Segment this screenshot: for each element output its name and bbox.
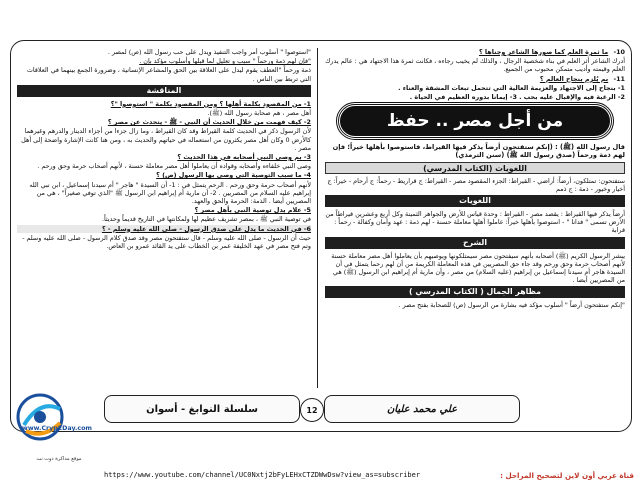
intro-line-1: "استوصوا " أسلوب أمر واجب التنفيذ ويدل على حب رسول الله (ص) لمصر .	[107, 48, 311, 56]
discussion-answer: في توصية النبي ﷺ ، بمصر تشريف عظيم لها ولمكانتها في التاريخ قديماً وحديثاً.	[101, 215, 311, 224]
lughawiyat-text: ستفتحون: تمتلكون، أرضاً: أراضي - القيراط: الجزء المقصود مصر - القيراط: ج قراريط - رحماً: ج أرحام - خيراً: ج أخيار وخيور - ذمة : ج ذمم	[327, 176, 625, 193]
discussion-answer: وصى النبي خلفاءه وأصحابه وقواده أن يعاملوا أهل مصر معاملة حسنة ، لأنهم أصحاب حرمة وحق ورحم .	[37, 162, 311, 171]
channel-url-link[interactable]: https://www.youtube.com/channel/UC0Nxtj2bFyLEHxCTZDWwDsw?view_as=subscriber	[104, 471, 421, 479]
section-munaqasha-title: المناقشة	[17, 85, 311, 97]
discussion-item	[17, 100, 311, 117]
question-10: 10- ما ثمرة العلم كما صورها الشاعر وجناها ؟	[478, 48, 625, 56]
discussion-question: 3- بم وصى النبي أصحابه في هذا الحديث ؟	[177, 153, 311, 162]
discussion-question: 1- من المقصود بكلمة أهلها ؟ ومن المقصود بكلمة " استوصوا "؟	[110, 99, 311, 108]
column-divider	[317, 48, 318, 388]
series-name: سلسلة النوابغ - أسوان	[146, 403, 258, 415]
site-tagline: موقع مذاكرة دوت نت	[36, 456, 82, 462]
jamal-text: "إنكم ستفتحون أرضاً " أسلوب مؤكد فيه بشارة من الرسول (ص) للصحابة بفتح مصر .	[398, 301, 625, 310]
author-footer-box	[324, 395, 520, 423]
section-lughawiyat2-title: اللغويات	[325, 195, 625, 207]
discussion-question: 5- علام يدل توصية النبي بأهل مصر ؟	[194, 206, 311, 215]
lughawiyat2-text: أرضاً يذكر فيها القيراط : يقصد مصر - القيراط : وحدة قياس للأرض والجواهر الثمينة وكل أربع وعشرين قيراطاً من الأرض تسمى " فدانا " - استوصوا بأهلها خيراً: عاملوا أهلها معاملة حسنة - لهم ذمة : عهد وأمان وكفالة - رحماً : قرابة	[325, 210, 625, 235]
discussion-answer: أهل مصر ، هم صحابة رسول الله (ﷺ).	[207, 109, 311, 118]
discussion-answer: حيث أن الرسول - صلى الله عليه وسلم - قال ستفتحون مصر وقد صدق كلام الرسول - صلى الله عليه وسلم - وتم فتح مصر في عهد الخليفة عمر بن الخطاب على يد القائد عمرو بن العاص.	[22, 233, 311, 251]
discussion-item	[17, 206, 311, 223]
answer-11-point-1: 1- بنجاح إلى الاجتهاد والعزيمة العالية التي تتحمل تبعات المشقة والعناء .	[398, 83, 625, 92]
section-lughawiyat-title: اللغويات (الكتاب المدرسي)	[325, 162, 625, 174]
discussion-question: 6- في الحديث ما يدل على صدق الرسول - صلى الله عليه وسلم - ؟	[17, 225, 311, 233]
site-name: www.Cryp2Day.com	[22, 425, 92, 432]
discussion-item	[17, 118, 311, 152]
discussion-answer: لأن الرسول ذكر في الحديث كلمة القيراط وقد كان القيراط ، وما زال جزءا من أجزاء الدينار والدرهم وغيرهما كالأرض 0 وكان أهل مصر يكثرون من استعماله في حياتهم والحديث به ، ومن هنا كانت الإشارة واضحة إلى أهل مصر .	[21, 127, 311, 152]
discussion-answer: لأنهم أصحاب حرمة وحق ورحم . الرحم يتمثل في : 1- أن السيدة " هاجر " أم سيدنا إسماعيل ، ابن نبي الله إبراهيم عليه السلام من المصريين . 2- أن مارية أم إبراهيم ابن الرسول ﷺ "الذي توفي صغيراً" ، هي من المصريين أيضا . الذمة: الحرمة والحق والعهد.	[29, 180, 311, 206]
discussion-item	[17, 225, 311, 251]
series-footer-box	[104, 395, 300, 423]
intro-line-2: "فإن لهم ذمة ورحماً " سبب و تعليل لما قبلها وأسلوب مؤكد بإن .	[139, 57, 311, 66]
lesson-title-banner: من أجل مصر .. حفظ	[337, 103, 613, 139]
page-number: 12	[300, 398, 324, 422]
section-sharh-title: الشرح	[325, 237, 625, 249]
left-column	[14, 48, 314, 388]
hadith-text: قال رسول الله (ﷺ) : (إنكم ستفتحون أرضاً يذكر فيها القيراط، فاستوصوا بأهلها خيراً؛ فإن لهم ذمة ورحماً (صدق رسول الله ﷺ) (سنن الترمذي)	[332, 143, 625, 160]
channel-label: قناة عربي أون لاين لتصحيح المراحل :	[500, 470, 634, 480]
question-11: 11- بم يُلزم بنجاح العالم ؟	[539, 74, 625, 83]
discussion-item	[17, 153, 311, 170]
author-name: علي محمد عليان	[386, 403, 458, 415]
discussion-question: 4- ما سبب التوصية التي وصى بها الرسول (ص) ؟	[156, 171, 311, 180]
discussion-question: 2- كيف فهمت من خلال الحديث أن النبي - ﷺ - يتحدث عن مصر ؟	[107, 118, 311, 127]
answer-10: أدرك الشاعر أثر العلم في بناء شخصية الرجال ، والذلك لم يخيب رجاءه ، فكانت ثمرة هذا الاجتهاد هي : عالم يدرك العلم وقيمته وأديب متمكن محبوب من الجميع.	[325, 57, 625, 74]
document-page	[4, 4, 633, 488]
intro-line-3: ذمة ورحماً "العطف يقوم ليدل على العلاقة بين الحق والمشاعر الإنسانية ، وضرورة الجمع بينهما في العلاقات التي تربط بين الناس .	[26, 66, 311, 83]
right-column	[322, 48, 628, 388]
section-jamal-title: مظاهر الجمال ( الكتاب المدرسي )	[325, 286, 625, 298]
answer-11-point-2: 2- الرغبة فيه والإقبال عليه بحب . 3- إيمانا بدوره العظيم في الحياة .	[409, 93, 625, 102]
discussion-item	[17, 171, 311, 205]
sharh-text: يبشر الرسول الكريم (ﷺ) أصحابه بأنهم سيفتحون مصر سيمتلكونها ويوصيهم بأن يعاملوا أهل مصر معاملة حسنة لأنهم أصحاب حرمة وحق ورحم وقد جاء حق المصريين في هذه المعاملة الكريمة من أن لهم رحما يتمثل في أن السيدة هاجر أم سيدنا إسماعيل بن إبراهيم (عليه السلام) من مصر ، وأن مارية أم إبراهيم ابن الرسول (ﷺ) هي من المصريين أيضا .	[331, 251, 625, 285]
channel-link-bar	[104, 468, 634, 482]
